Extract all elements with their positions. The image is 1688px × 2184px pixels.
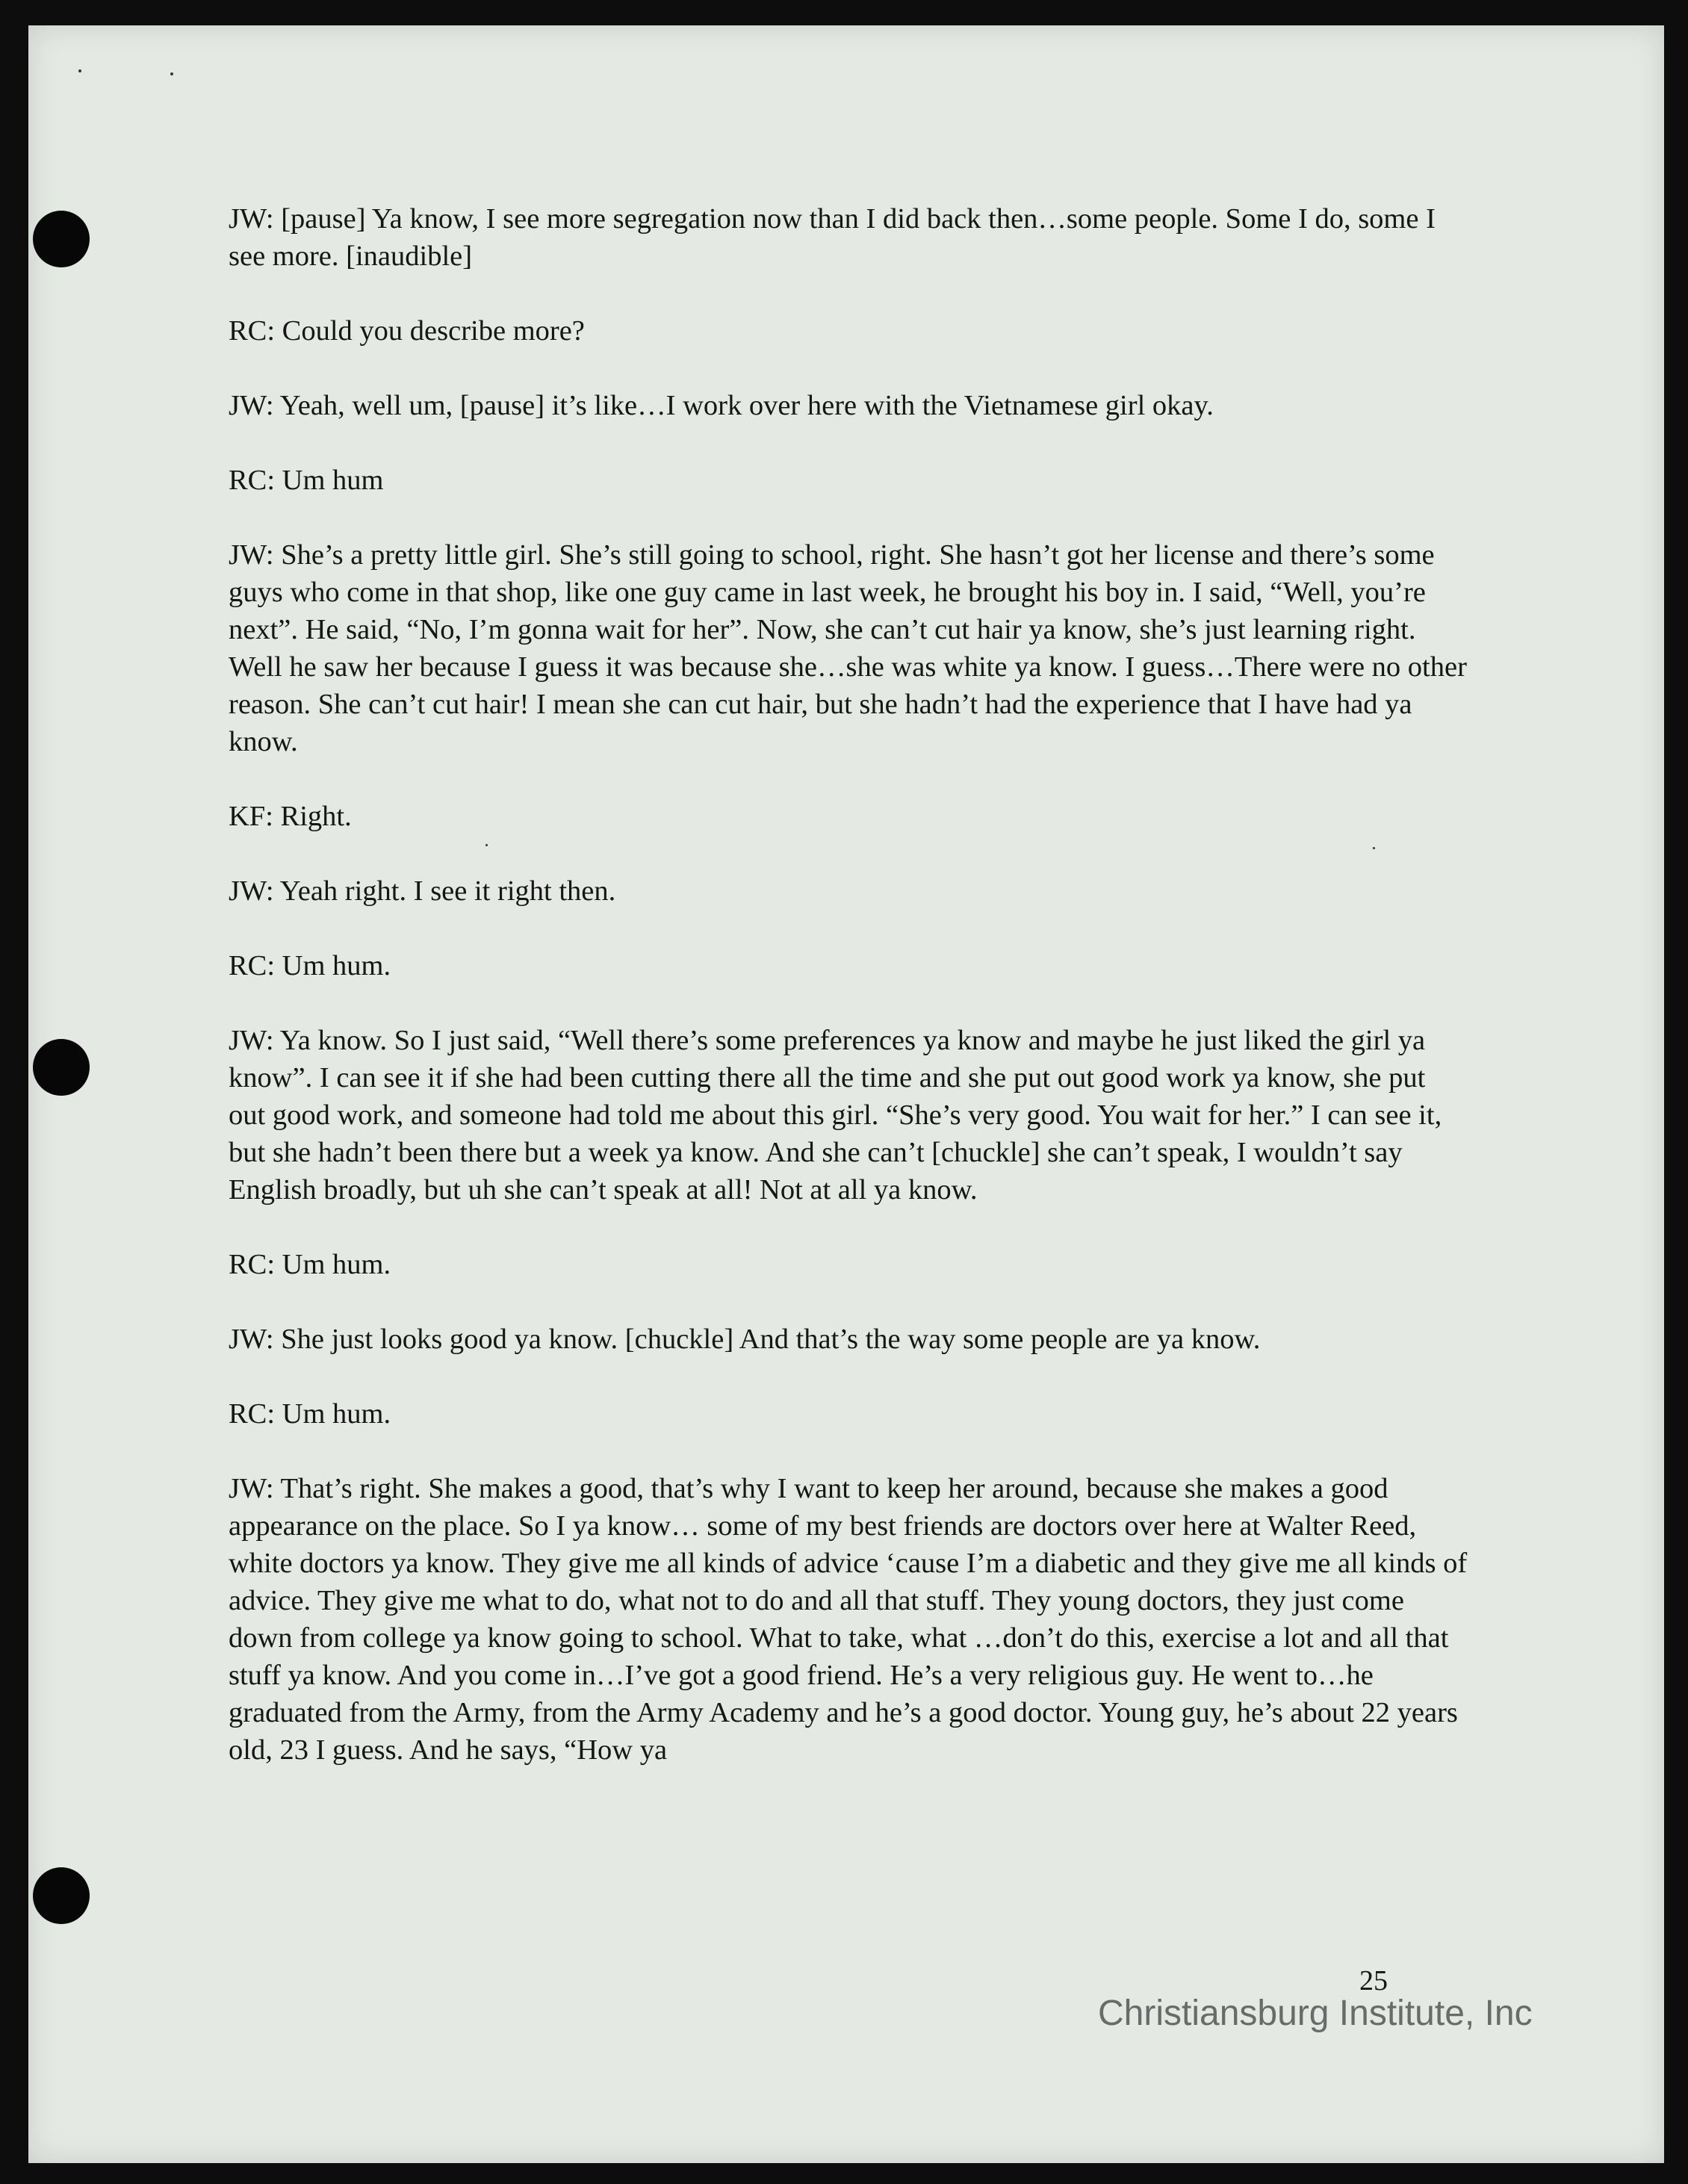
transcript-paragraph: KF: Right. [229, 801, 352, 832]
paper-speck [78, 69, 81, 72]
transcript-paragraph: JW: She just looks good ya know. [chuckle] And that’s the way some people are ya know. [229, 1324, 1261, 1355]
transcript-paragraph: RC: Um hum. [229, 950, 391, 981]
transcript-paragraph: JW: She’s a pretty little girl. She’s still going to school, right. She hasn’t got her license and there’s some guys who come in that shop, like one guy came in last week, he brought his boy in. I said, “Well, you’re next”. He said, “No, I’m gonna wait for her”. Now, she can’t cut hair ya know, she’s just learning right. Well he saw her because I guess it was because she…she was white ya know. I guess…There were no other reason. She can’t cut hair! I mean she can cut hair, but she hadn’t had the experience that I have had ya know. [229, 539, 1467, 757]
transcript-paragraph: JW: Yeah, well um, [pause] it’s like…I work over here with the Vietnamese girl okay. [229, 390, 1214, 421]
transcript-paragraph: RC: Um hum. [229, 1249, 391, 1280]
page-number: 25 [1359, 1965, 1388, 1997]
transcript-body [229, 200, 1468, 1806]
paper-speck [170, 72, 173, 75]
binder-hole-bottom [33, 1867, 90, 1924]
binder-hole-top [33, 211, 90, 267]
transcript-paragraph: RC: Um hum. [229, 1398, 391, 1430]
transcript-paragraph: JW: [pause] Ya know, I see more segregation now than I did back then…some people. Some I do, some I see more. [inaudible] [229, 203, 1436, 272]
transcript-paragraph: JW: Yeah right. I see it right then. [229, 875, 616, 907]
watermark-text: Christiansburg Institute, Inc [1098, 1994, 1533, 2033]
transcript-paragraph: JW: That’s right. She makes a good, that’s why I want to keep her around, because she makes a good appearance on the place. So I ya know… some of my best friends are doctors over here at Walter Reed, white doctors ya know. They give me all kinds of advice ‘cause I’m a diabetic and they give me all kinds of advice. They give me what to do, what not to do and all that stuff. They young doctors, they just come down from college ya know going to school. What to take, what …don’t do this, exercise a lot and all that stuff ya know. And you come in…I’ve got a good friend. He’s a very religious guy. He went to…he graduated from the Army, from the Army Academy and he’s a good doctor. Young guy, he’s about 22 years old, 23 I guess. And he says, “How ya [229, 1473, 1468, 1766]
transcript-paragraph: JW: Ya know. So I just said, “Well there’s some preferences ya know and maybe he just liked the girl ya know”. I can see it if she had been cutting there all the time and she put out good work ya know, she put out good work, and someone had told me about this girl. “She’s very good. You wait for her.” I can see it, but she hadn’t been there but a week ya know. And she can’t [chuckle] she can’t speak, I wouldn’t say English broadly, but uh she can’t speak at all! Not at all ya know. [229, 1025, 1442, 1206]
binder-hole-middle [33, 1039, 90, 1096]
transcript-paragraph: RC: Could you describe more? [229, 315, 585, 347]
transcript-paragraph: RC: Um hum [229, 465, 384, 496]
